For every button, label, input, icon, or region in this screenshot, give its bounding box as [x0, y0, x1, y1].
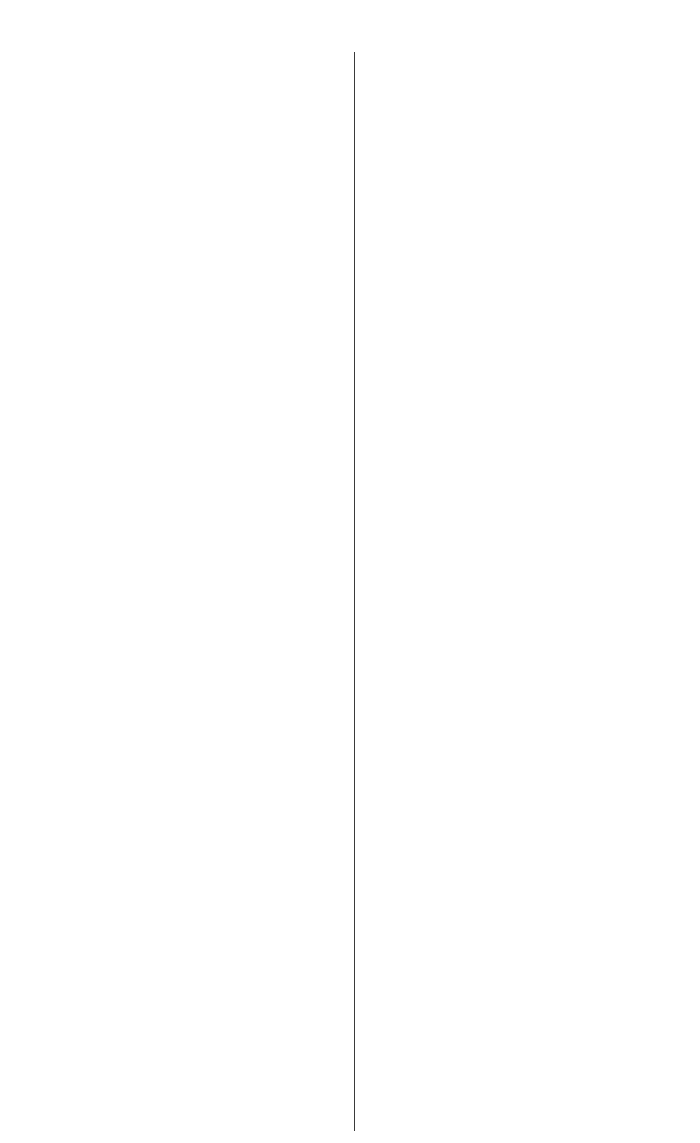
left-column — [8, 53, 344, 1133]
column-divider — [354, 52, 355, 1131]
page-header — [0, 6, 700, 32]
right-column — [366, 53, 694, 1133]
